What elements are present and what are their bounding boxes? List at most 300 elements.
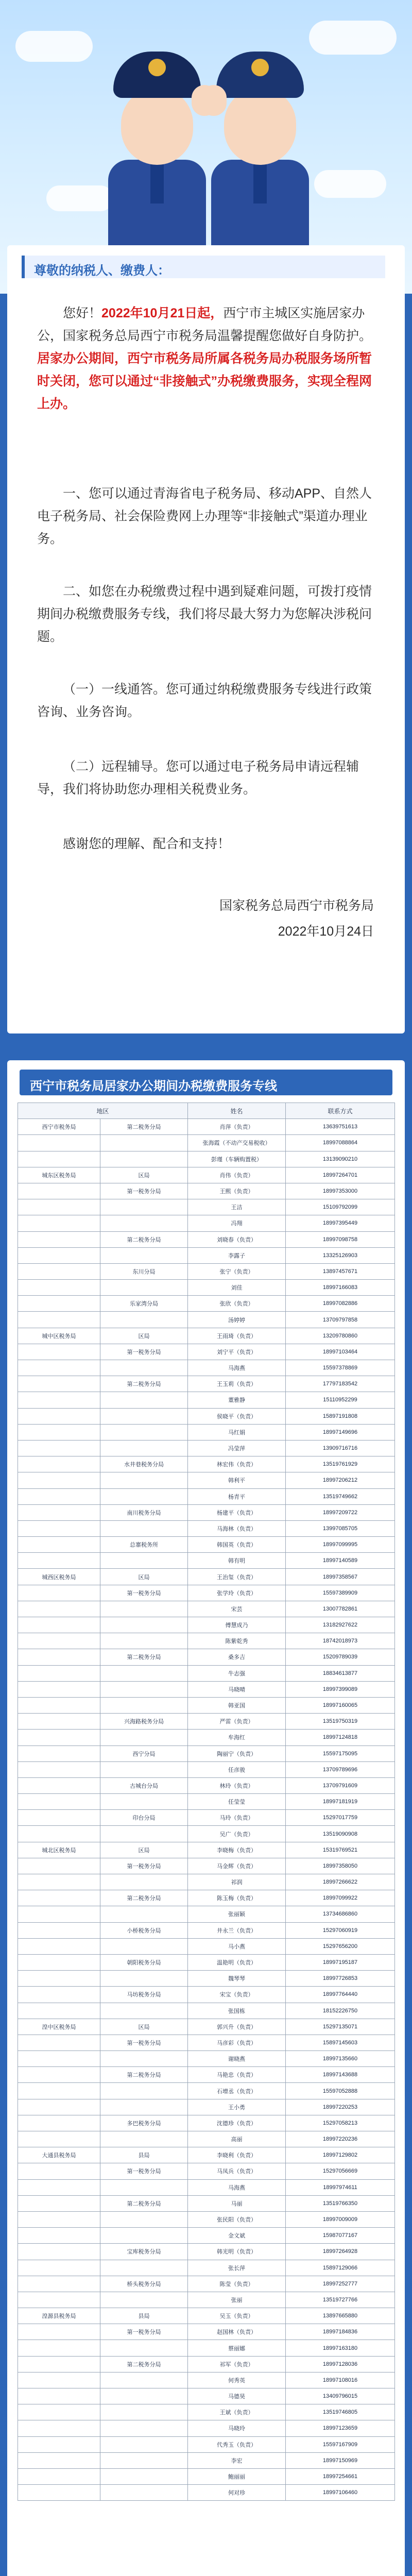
table-row bbox=[18, 1874, 395, 1890]
cell-name: 张宁（负责） bbox=[188, 1263, 286, 1279]
cell-region bbox=[18, 2260, 100, 2276]
cell-region bbox=[18, 2452, 100, 2468]
cell-name: 刘佳 bbox=[188, 1280, 286, 1296]
cell-branch bbox=[100, 1360, 188, 1376]
table-title-bar bbox=[20, 1070, 392, 1095]
cell-branch bbox=[100, 1601, 188, 1617]
cell-name: 何对珍 bbox=[188, 2485, 286, 2501]
cell-phone: 18997149696 bbox=[286, 1424, 395, 1440]
cell-phone: 13409796015 bbox=[286, 2388, 395, 2404]
cell-phone: 13734686860 bbox=[286, 1906, 395, 1922]
cell-region bbox=[18, 2468, 100, 2484]
cell-name: 杨建平（负责） bbox=[188, 1504, 286, 1520]
cell-phone: 18997254661 bbox=[286, 2468, 395, 2484]
cell-name: 高丽 bbox=[188, 2131, 286, 2147]
table-row bbox=[18, 2179, 395, 2195]
cell-branch bbox=[100, 1488, 188, 1504]
cell-branch bbox=[100, 1520, 188, 1536]
cell-name: 马德昊 bbox=[188, 2388, 286, 2404]
cell-name: 鲍丽丽 bbox=[188, 2468, 286, 2484]
cell-branch: 印台分局 bbox=[100, 1810, 188, 1826]
cell-phone: 13139090210 bbox=[286, 1151, 395, 1167]
hotline-table bbox=[18, 1103, 395, 2501]
cell-name: 王熙（负责） bbox=[188, 1183, 286, 1199]
table-row bbox=[18, 1472, 395, 1488]
cell-phone: 15597389909 bbox=[286, 1585, 395, 1601]
table-row bbox=[18, 1794, 395, 1810]
cell-name: 王斌（负责） bbox=[188, 2404, 286, 2420]
cell-branch: 东川分局 bbox=[100, 1263, 188, 1279]
cell-region bbox=[18, 2244, 100, 2260]
cell-name: 吴玉（负责） bbox=[188, 2308, 286, 2324]
cell-branch: 朝阳税务分局 bbox=[100, 1954, 188, 1970]
cell-phone: 15597175095 bbox=[286, 1745, 395, 1761]
cell-name: 吴广（负责） bbox=[188, 1826, 286, 1842]
cell-region bbox=[18, 2131, 100, 2147]
cell-region bbox=[18, 1344, 100, 1360]
cell-branch: 南川税务分局 bbox=[100, 1504, 188, 1520]
cell-name: 韩有明 bbox=[188, 1553, 286, 1569]
cell-name: 陈玉梅（负责） bbox=[188, 1890, 286, 1906]
cell-branch: 小桥税务分局 bbox=[100, 1922, 188, 1938]
cell-name: 汤婷婷 bbox=[188, 1312, 286, 1328]
cell-branch bbox=[100, 2340, 188, 2356]
cell-region bbox=[18, 1151, 100, 1167]
cell-phone: 13209780860 bbox=[286, 1328, 395, 1344]
cell-phone: 18997103464 bbox=[286, 1344, 395, 1360]
cell-branch: 兴海路税务分局 bbox=[100, 1714, 188, 1730]
cell-name: 郭兴升（负责） bbox=[188, 2019, 286, 2035]
cell-region: 城西区税务局 bbox=[18, 1569, 100, 1585]
cell-branch bbox=[100, 1472, 188, 1488]
cell-branch: 区局 bbox=[100, 1328, 188, 1344]
cell-region bbox=[18, 2324, 100, 2340]
cell-region bbox=[18, 1183, 100, 1199]
cell-branch: 古城台分局 bbox=[100, 1777, 188, 1793]
cell-name: 严雷（负责） bbox=[188, 1714, 286, 1730]
cell-phone: 18997129802 bbox=[286, 2147, 395, 2163]
cell-name: 董雅静 bbox=[188, 1392, 286, 1408]
cell-phone: 15897145603 bbox=[286, 2035, 395, 2050]
cell-name: 傅慧成乃 bbox=[188, 1617, 286, 1633]
cell-branch: 宝库税务分局 bbox=[100, 2244, 188, 2260]
table-row bbox=[18, 2163, 395, 2179]
table-row bbox=[18, 1890, 395, 1906]
cell-branch bbox=[100, 1135, 188, 1151]
cell-name: 金文斌 bbox=[188, 2228, 286, 2244]
cell-region bbox=[18, 2099, 100, 2115]
cell-branch bbox=[100, 1199, 188, 1215]
cell-branch bbox=[100, 1280, 188, 1296]
table-row bbox=[18, 1987, 395, 2003]
cell-name: 任莹莹 bbox=[188, 1794, 286, 1810]
cell-branch: 区局 bbox=[100, 1167, 188, 1183]
cell-region bbox=[18, 2228, 100, 2244]
table-row bbox=[18, 2276, 395, 2292]
cell-phone: 18997124818 bbox=[286, 1730, 395, 1745]
table-row bbox=[18, 2035, 395, 2050]
table-row bbox=[18, 1424, 395, 1440]
cell-region bbox=[18, 1954, 100, 1970]
cell-phone: 18997009009 bbox=[286, 2211, 395, 2227]
cell-name: 何秀英 bbox=[188, 2372, 286, 2388]
cell-phone: 18997140589 bbox=[286, 1553, 395, 1569]
table-row bbox=[18, 1135, 395, 1151]
cell-branch: 第一税务分局 bbox=[100, 1183, 188, 1199]
table-row bbox=[18, 1777, 395, 1793]
cell-region bbox=[18, 1633, 100, 1649]
table-row bbox=[18, 1280, 395, 1296]
cell-region bbox=[18, 1263, 100, 1279]
table-row bbox=[18, 1617, 395, 1633]
cell-phone: 15297058213 bbox=[286, 2115, 395, 2131]
cell-region: 城北区税务局 bbox=[18, 1842, 100, 1858]
cell-phone: 13519761929 bbox=[286, 1456, 395, 1472]
greeting-title: 尊敬的纳税人、缴费人： bbox=[34, 264, 170, 278]
table-row bbox=[18, 1585, 395, 1601]
cell-region bbox=[18, 2404, 100, 2420]
table-row bbox=[18, 2019, 395, 2035]
cell-branch: 西宁分局 bbox=[100, 1745, 188, 1761]
cell-name: 赵国林（负责） bbox=[188, 2324, 286, 2340]
cell-branch: 第一税务分局 bbox=[100, 1585, 188, 1601]
table-row bbox=[18, 1553, 395, 1569]
cell-region bbox=[18, 2420, 100, 2436]
table-row bbox=[18, 2340, 395, 2356]
table-row bbox=[18, 1296, 395, 1312]
cell-name: 韩光明（负责） bbox=[188, 2244, 286, 2260]
cell-name: 任彦骏 bbox=[188, 1761, 286, 1777]
cell-region bbox=[18, 1296, 100, 1312]
cell-branch: 乐家湾分局 bbox=[100, 1296, 188, 1312]
cell-region bbox=[18, 2115, 100, 2131]
cell-region bbox=[18, 1617, 100, 1633]
cell-phone: 15110952299 bbox=[286, 1392, 395, 1408]
cell-branch bbox=[100, 2468, 188, 2484]
table-row bbox=[18, 1601, 395, 1617]
table-row bbox=[18, 1665, 395, 1681]
cell-name: 肖伟（负责） bbox=[188, 1167, 286, 1183]
greeting-card bbox=[7, 245, 405, 1033]
cell-region bbox=[18, 1922, 100, 1938]
cell-region bbox=[18, 1730, 100, 1745]
cell-phone: 13709789696 bbox=[286, 1761, 395, 1777]
cell-phone: 18997098758 bbox=[286, 1231, 395, 1247]
cell-name: 李露子 bbox=[188, 1247, 286, 1263]
table-row bbox=[18, 2115, 395, 2131]
cell-branch bbox=[100, 1938, 188, 1954]
cell-phone: 18997220253 bbox=[286, 2099, 395, 2115]
cell-branch: 第一税务分局 bbox=[100, 2324, 188, 2340]
tax-officer-illustration-male bbox=[103, 52, 211, 273]
paragraph-6: 感谢您的理解、配合和支持！ bbox=[63, 837, 231, 851]
table-row bbox=[18, 1826, 395, 1842]
cell-branch: 第二税务分局 bbox=[100, 1890, 188, 1906]
cell-name: 代秀玉（负责） bbox=[188, 2436, 286, 2452]
table-row bbox=[18, 1119, 395, 1135]
cloud-decoration bbox=[314, 170, 386, 198]
cell-phone: 18997353000 bbox=[286, 1183, 395, 1199]
cell-branch: 县局 bbox=[100, 2147, 188, 2163]
cell-name: 张丽颖 bbox=[188, 1906, 286, 1922]
table-row bbox=[18, 2388, 395, 2404]
table-row bbox=[18, 2452, 395, 2468]
cell-name: 陈莹（负责） bbox=[188, 2276, 286, 2292]
cell-phone: 15597378869 bbox=[286, 1360, 395, 1376]
cell-name: 祁润 bbox=[188, 1874, 286, 1890]
cell-phone: 15297060919 bbox=[286, 1922, 395, 1938]
cell-name: 冯莹萍 bbox=[188, 1440, 286, 1456]
cell-branch: 水井巷税务分局 bbox=[100, 1456, 188, 1472]
table-row bbox=[18, 1954, 395, 1970]
cell-name: 李晓梅（负责） bbox=[188, 1842, 286, 1858]
cell-branch: 第一税务分局 bbox=[100, 1344, 188, 1360]
table-row bbox=[18, 1858, 395, 1874]
table-row bbox=[18, 1408, 395, 1424]
cell-name: 张学玲（负责） bbox=[188, 1585, 286, 1601]
table-row bbox=[18, 1328, 395, 1344]
cell-phone: 13709797858 bbox=[286, 1312, 395, 1328]
cell-region bbox=[18, 1504, 100, 1520]
cell-name: 张丽 bbox=[188, 2292, 286, 2308]
table-row bbox=[18, 2195, 395, 2211]
table-row bbox=[18, 2003, 395, 2019]
table-row bbox=[18, 2260, 395, 2276]
cell-branch: 多巴税务分局 bbox=[100, 2115, 188, 2131]
cell-region bbox=[18, 1714, 100, 1730]
cell-name: 马小燕 bbox=[188, 1938, 286, 1954]
cell-branch bbox=[100, 2179, 188, 2195]
cell-name: 张长萍 bbox=[188, 2260, 286, 2276]
table-row bbox=[18, 1633, 395, 1649]
cell-branch bbox=[100, 2372, 188, 2388]
table-row bbox=[18, 1263, 395, 1279]
greeting-heading bbox=[22, 256, 385, 278]
cloud-decoration bbox=[15, 31, 93, 62]
cell-name: 石增丞（负责） bbox=[188, 2083, 286, 2099]
cell-region bbox=[18, 1585, 100, 1601]
cell-region bbox=[18, 1472, 100, 1488]
cell-phone: 18997974611 bbox=[286, 2179, 395, 2195]
cell-name: 沈德珍（负责） bbox=[188, 2115, 286, 2131]
paragraph-1 bbox=[37, 302, 377, 415]
cell-phone: 18997220236 bbox=[286, 2131, 395, 2147]
cell-phone: 13007782861 bbox=[286, 1601, 395, 1617]
cell-region bbox=[18, 1601, 100, 1617]
cell-phone: 18997160065 bbox=[286, 1697, 395, 1713]
cell-phone: 13909716716 bbox=[286, 1440, 395, 1456]
table-row bbox=[18, 2147, 395, 2163]
cell-region bbox=[18, 1794, 100, 1810]
table-row bbox=[18, 2372, 395, 2388]
table-row bbox=[18, 1488, 395, 1504]
table-row bbox=[18, 1745, 395, 1761]
cell-phone: 13519090908 bbox=[286, 1826, 395, 1842]
table-row bbox=[18, 1183, 395, 1199]
table-row bbox=[18, 1504, 395, 1520]
cell-branch bbox=[100, 1697, 188, 1713]
cell-branch bbox=[100, 1312, 188, 1328]
table-row bbox=[18, 1681, 395, 1697]
cell-region: 西宁市税务局 bbox=[18, 1119, 100, 1135]
cell-branch bbox=[100, 1906, 188, 1922]
cell-region: 湟源县税务局 bbox=[18, 2308, 100, 2324]
cell-phone: 18997266622 bbox=[286, 1874, 395, 1890]
cell-name: 肖萍（负责） bbox=[188, 1119, 286, 1135]
cell-name: 宋宝（负责） bbox=[188, 1987, 286, 2003]
table-row bbox=[18, 1730, 395, 1745]
cell-phone: 18742018973 bbox=[286, 1633, 395, 1649]
cell-region bbox=[18, 1537, 100, 1553]
cell-region bbox=[18, 1649, 100, 1665]
cell-region bbox=[18, 1938, 100, 1954]
cell-branch: 总寨税务所 bbox=[100, 1537, 188, 1553]
cell-phone: 18997163180 bbox=[286, 2340, 395, 2356]
cell-phone: 18152226750 bbox=[286, 2003, 395, 2019]
signature-date: 2022年10月24日 bbox=[278, 924, 374, 939]
cell-region bbox=[18, 1215, 100, 1231]
table-title: 西宁市税务局居家办公期间办税缴费服务专线 bbox=[30, 1079, 277, 1093]
cell-name: 王洁 bbox=[188, 1199, 286, 1215]
cell-phone: 18997099995 bbox=[286, 1537, 395, 1553]
cell-region bbox=[18, 1135, 100, 1151]
cell-phone: 15209789039 bbox=[286, 1649, 395, 1665]
cell-name: 谢晓燕 bbox=[188, 2051, 286, 2067]
table-row bbox=[18, 1906, 395, 1922]
cell-region bbox=[18, 1777, 100, 1793]
cell-branch bbox=[100, 2099, 188, 2115]
paragraph-1-highlight: 居家办公期间，西宁市税务局所属各税务局办税服务场所暂时关闭，您可以通过“非接触式”办税缴费服务，实现全程网上办。 bbox=[37, 351, 372, 411]
cell-branch: 区局 bbox=[100, 2019, 188, 2035]
table-header-row bbox=[18, 1103, 395, 1119]
cell-name: 张国栋 bbox=[188, 2003, 286, 2019]
cell-region bbox=[18, 1456, 100, 1472]
cell-region bbox=[18, 2436, 100, 2452]
cell-branch bbox=[100, 1874, 188, 1890]
cell-phone: 18997195187 bbox=[286, 1954, 395, 1970]
cell-region bbox=[18, 1858, 100, 1874]
cell-branch bbox=[100, 2292, 188, 2308]
cell-branch bbox=[100, 1826, 188, 1842]
paragraph-5: （二）远程辅导。您可以通过电子税务局申请远程辅导，我们将协助您办理相关税费业务。 bbox=[37, 759, 359, 796]
cell-region bbox=[18, 1488, 100, 1504]
cell-region bbox=[18, 1761, 100, 1777]
cell-phone: 13519750319 bbox=[286, 1714, 395, 1730]
cell-name: 李晓利（负责） bbox=[188, 2147, 286, 2163]
cell-phone: 13519746805 bbox=[286, 2404, 395, 2420]
table-row bbox=[18, 1360, 395, 1376]
cell-phone: 17797183542 bbox=[286, 1376, 395, 1392]
cell-phone: 18997358567 bbox=[286, 1569, 395, 1585]
cell-branch bbox=[100, 2051, 188, 2067]
cell-region bbox=[18, 1360, 100, 1376]
cell-name: 李宏 bbox=[188, 2452, 286, 2468]
cell-name: 牛志强 bbox=[188, 1665, 286, 1681]
cell-region bbox=[18, 2003, 100, 2019]
table-row bbox=[18, 1167, 395, 1183]
cell-branch bbox=[100, 2404, 188, 2420]
paragraph-1-intro: 您好！ bbox=[63, 306, 102, 320]
cell-name: 马丽 bbox=[188, 2195, 286, 2211]
cell-name: 马彦彩（负责） bbox=[188, 2035, 286, 2050]
cell-phone: 13519749662 bbox=[286, 1488, 395, 1504]
cell-region bbox=[18, 1312, 100, 1328]
table-row bbox=[18, 1312, 395, 1328]
cell-region bbox=[18, 1971, 100, 1987]
table-body bbox=[18, 1119, 395, 2501]
cell-branch: 县局 bbox=[100, 2308, 188, 2324]
cell-name: 王雨琦（负责） bbox=[188, 1328, 286, 1344]
table-row bbox=[18, 1247, 395, 1263]
cell-region bbox=[18, 2179, 100, 2195]
cell-region bbox=[18, 1826, 100, 1842]
table-row bbox=[18, 1842, 395, 1858]
cell-name: 冯翔 bbox=[188, 1215, 286, 1231]
cell-region: 城东区税务局 bbox=[18, 1167, 100, 1183]
cell-region bbox=[18, 1408, 100, 1424]
cell-name: 魏琴琴 bbox=[188, 1971, 286, 1987]
table-row bbox=[18, 2244, 395, 2260]
cell-name: 温艳明（负责） bbox=[188, 1954, 286, 1970]
cell-phone: 13897457671 bbox=[286, 1263, 395, 1279]
cell-branch bbox=[100, 2485, 188, 2501]
cell-region bbox=[18, 2195, 100, 2211]
cloud-decoration bbox=[309, 21, 397, 55]
cell-branch bbox=[100, 2420, 188, 2436]
cell-region bbox=[18, 1424, 100, 1440]
cell-region bbox=[18, 2211, 100, 2227]
cell-region bbox=[18, 2035, 100, 2050]
cell-branch bbox=[100, 2436, 188, 2452]
cell-branch bbox=[100, 2228, 188, 2244]
cell-phone: 15297056669 bbox=[286, 2163, 395, 2179]
header-region: 地区 bbox=[18, 1103, 188, 1119]
table-row bbox=[18, 1520, 395, 1536]
cell-phone: 18997166083 bbox=[286, 1280, 395, 1296]
cell-name: 井永兰（负责） bbox=[188, 1922, 286, 1938]
cell-name: 马凤兵（负责） bbox=[188, 2163, 286, 2179]
cell-phone: 18997726853 bbox=[286, 1971, 395, 1987]
table-row bbox=[18, 1151, 395, 1167]
cell-phone: 15597167909 bbox=[286, 2436, 395, 2452]
cell-region bbox=[18, 2485, 100, 2501]
tax-officer-illustration-female bbox=[206, 52, 314, 273]
table-row bbox=[18, 2051, 395, 2067]
cell-region bbox=[18, 2163, 100, 2179]
table-row bbox=[18, 2131, 395, 2147]
table-row bbox=[18, 1697, 395, 1713]
cell-phone: 18997395449 bbox=[286, 1215, 395, 1231]
cell-phone: 18997150969 bbox=[286, 2452, 395, 2468]
cell-name: 韩国英（负责） bbox=[188, 1537, 286, 1553]
cell-phone: 18997082886 bbox=[286, 1296, 395, 1312]
cell-name: 马艳忠（负责） bbox=[188, 2067, 286, 2083]
cell-region bbox=[18, 1520, 100, 1536]
cell-branch: 第一税务分局 bbox=[100, 2035, 188, 2050]
table-row bbox=[18, 1938, 395, 1954]
cell-region bbox=[18, 1890, 100, 1906]
cell-region bbox=[18, 2067, 100, 2083]
cell-phone: 15109792099 bbox=[286, 1199, 395, 1215]
table-row bbox=[18, 2468, 395, 2484]
cell-phone: 18997143688 bbox=[286, 2067, 395, 2083]
cell-phone: 15897129066 bbox=[286, 2260, 395, 2276]
cell-branch: 区局 bbox=[100, 1569, 188, 1585]
cell-phone: 18834613877 bbox=[286, 1665, 395, 1681]
cell-branch bbox=[100, 1424, 188, 1440]
cell-phone: 18997209722 bbox=[286, 1504, 395, 1520]
cell-branch: 第二税务分局 bbox=[100, 2067, 188, 2083]
